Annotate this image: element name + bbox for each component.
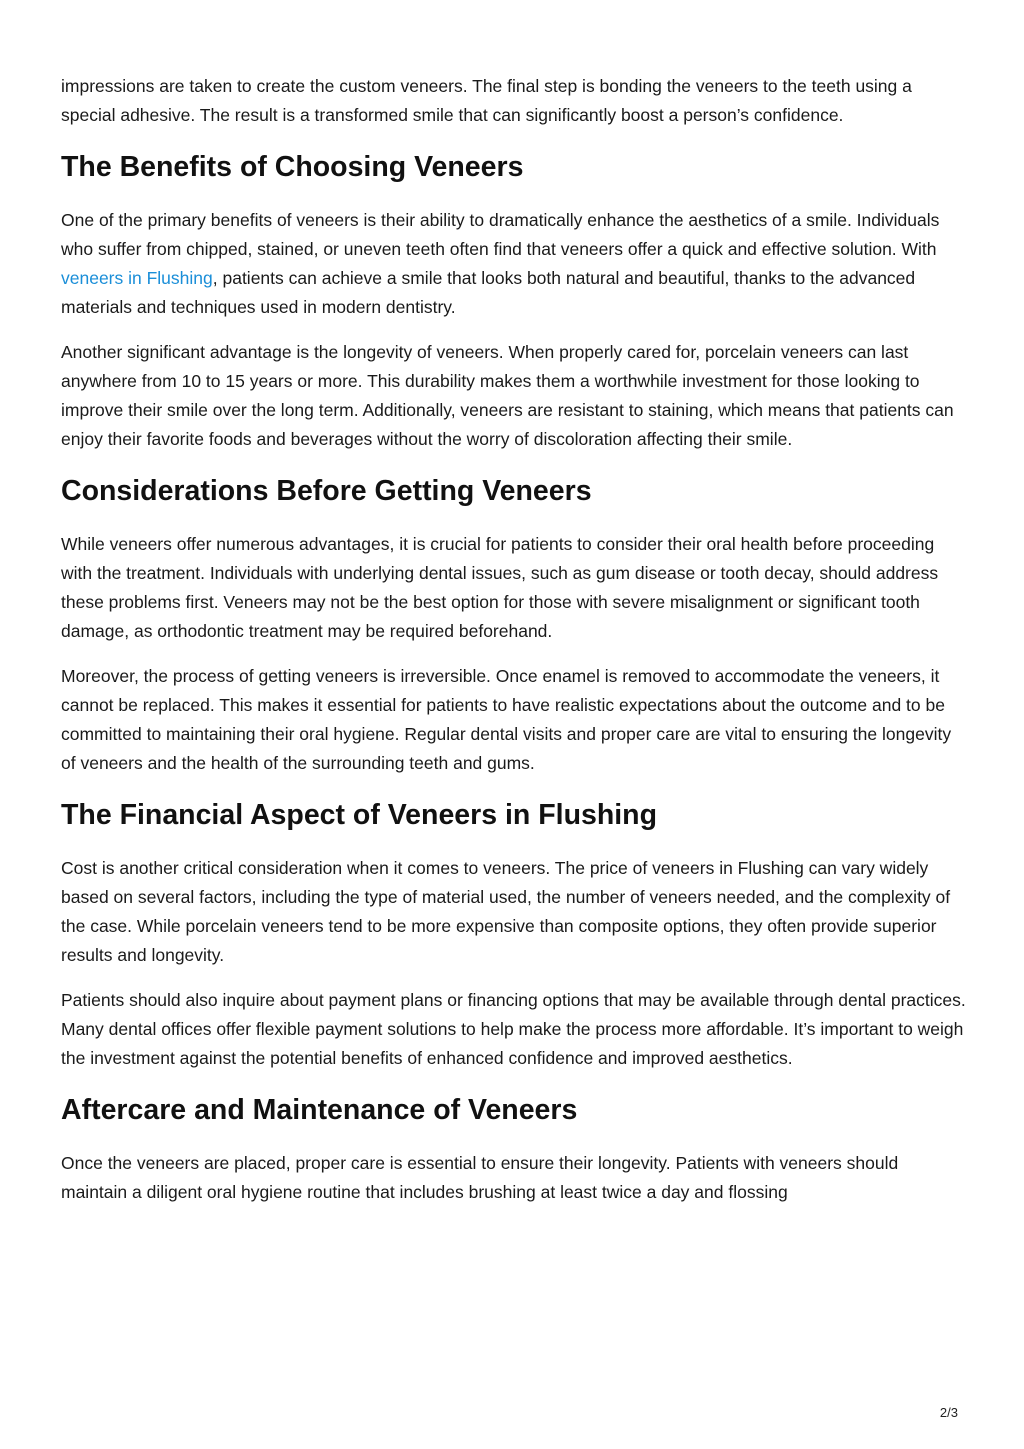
benefits-paragraph-1-text-a: One of the primary benefits of veneers is their ability to dramatically enhance the aesthetics of a smile. Individuals who suffer from chipped, stained, or uneven teeth often find that veneers offer a quick and effective solution. With xyxy=(61,210,940,259)
benefits-paragraph-1-text-b: , patients can achieve a smile that looks both natural and beautiful, thanks to the advanced materials and techniques used in modern dentistry. xyxy=(61,268,916,317)
document-body xyxy=(61,72,966,1223)
heading-aftercare: Aftercare and Maintenance of Veneers xyxy=(61,1094,578,1126)
considerations-paragraph-2: Moreover, the process of getting veneers is irreversible. Once enamel is removed to accommodate the veneers, it cannot be replaced. This makes it essential for patients to have realistic expectations about the outcome and to be committed to maintaining their oral hygiene. Regular dental visits and proper care are vital to ensuring the longevity of veneers and the health of the surrounding teeth and gums. xyxy=(61,666,952,773)
page-number: 2/3 xyxy=(939,1405,958,1420)
benefits-paragraph-1 xyxy=(61,206,966,322)
heading-considerations: Considerations Before Getting Veneers xyxy=(61,475,592,507)
financial-paragraph-2: Patients should also inquire about payment plans or financing options that may be available through dental practices. Many dental offices offer flexible payment solutions to help make the process more affordable. It’s important to weigh the investment against the potential benefits of enhanced confidence and improved aesthetics. xyxy=(61,990,966,1068)
heading-financial: The Financial Aspect of Veneers in Flushing xyxy=(61,799,657,831)
intro-paragraph: impressions are taken to create the custom veneers. The final step is bonding the veneers to the teeth using a special adhesive. The result is a transformed smile that can significantly boost a person’s confidence. xyxy=(61,76,912,125)
considerations-paragraph-1: While veneers offer numerous advantages, it is crucial for patients to consider their oral health before proceeding with the treatment. Individuals with underlying dental issues, such as gum disease or tooth decay, should address these problems first. Veneers may not be the best option for those with severe misalignment or significant tooth damage, as orthodontic treatment may be required beforehand. xyxy=(61,534,939,641)
aftercare-paragraph-1: Once the veneers are placed, proper care is essential to ensure their longevity. Patients with veneers should maintain a diligent oral hygiene routine that includes brushing at least twice a day and flossing xyxy=(61,1153,899,1202)
heading-benefits: The Benefits of Choosing Veneers xyxy=(61,151,524,183)
benefits-paragraph-2: Another significant advantage is the longevity of veneers. When properly cared for, porcelain veneers can last anywhere from 10 to 15 years or more. This durability makes them a worthwhile investment for those looking to improve their smile over the long term. Additionally, veneers are resistant to staining, which means that patients can enjoy their favorite foods and beverages without the worry of discoloration affecting their smile. xyxy=(61,342,954,449)
financial-paragraph-1: Cost is another critical consideration when it comes to veneers. The price of veneers in Flushing can vary widely based on several factors, including the type of material used, the number of veneers needed, and the complexity of the case. While porcelain veneers tend to be more expensive than composite options, they often provide superior results and longevity. xyxy=(61,858,951,965)
veneers-in-flushing-link[interactable]: veneers in Flushing xyxy=(61,268,213,288)
